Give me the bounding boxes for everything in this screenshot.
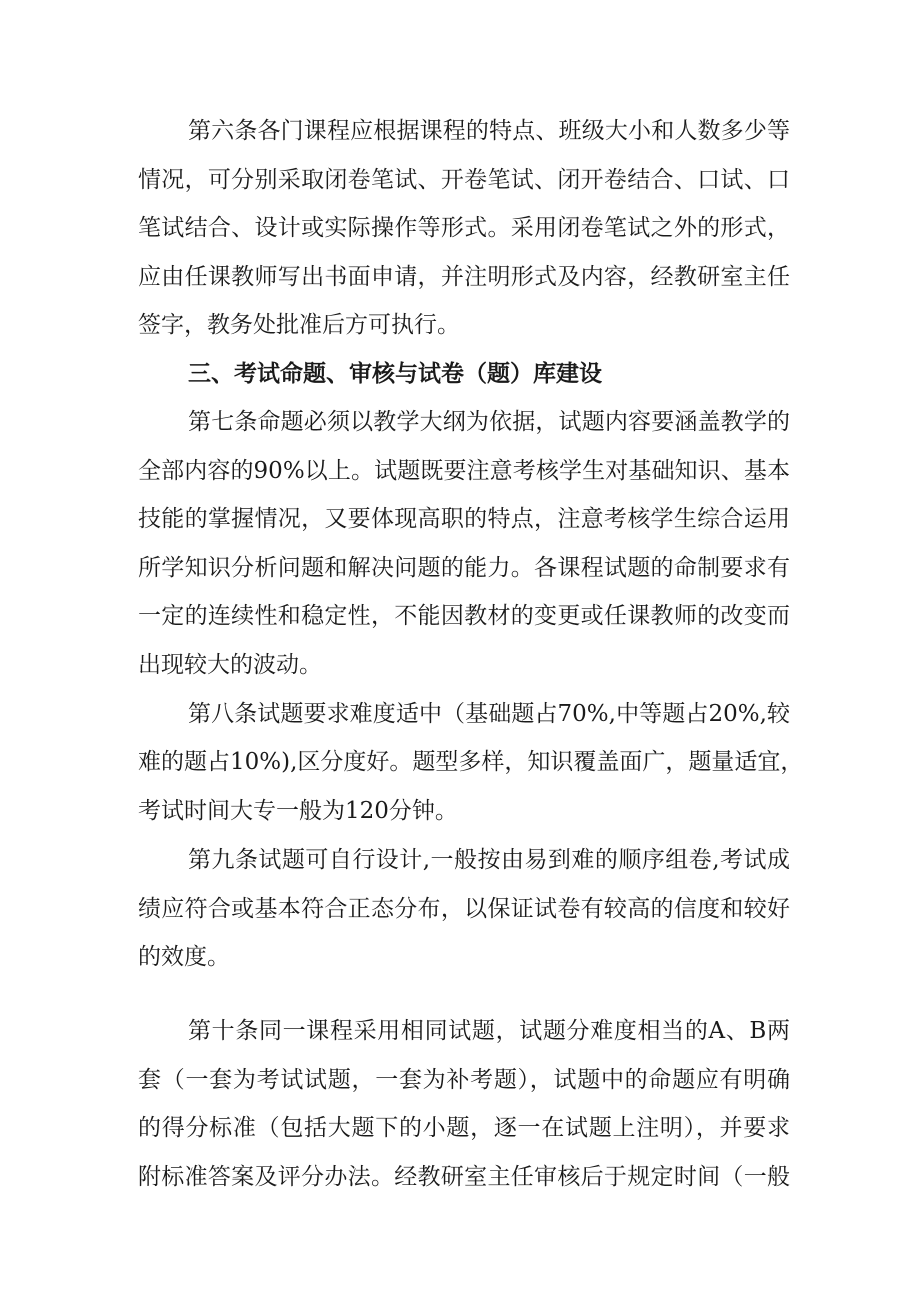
paragraph-10-line-4: 附标准答案及评分办法。经教研室主任审核后于规定时间（一般 [138,1164,790,1190]
paragraph-6-line-3: 笔试结合、设计或实际操作等形式。采用闭卷笔试之外的形式， [138,215,790,241]
paragraph-7-line-2: 全部内容的90%以上。试题既要注意考核学生对基础知识、基本 [138,458,790,484]
paragraph-10-line-2: 套（一套为考试试题，一套为补考题），试题中的命题应有明确 [138,1067,790,1093]
paragraph-8-line-2: 难的题占10%),区分度好。题型多样，知识覆盖面广，题量适宜， [138,749,804,775]
paragraph-7-line-4: 所学知识分析问题和解决问题的能力。各课程试题的命制要求有 [138,555,790,581]
paragraph-6-line-2: 情况，可分别采取闭卷笔试、开卷笔试、闭开卷结合、口试、口 [138,167,790,193]
section-heading: 三、考试命题、审核与试卷（题）库建设 [188,360,602,387]
paragraph-7-line-3: 技能的掌握情况，又要体现高职的特点，注意考核学生综合运用 [138,506,790,532]
paragraph-7-line-5: 一定的连续性和稳定性，不能因教材的变更或任课教师的改变而 [138,603,790,629]
paragraph-7-line-1: 第七条命题必须以教学大纲为依据，试题内容要涵盖教学的 [188,409,790,435]
paragraph-6-line-4: 应由任课教师写出书面申请，并注明形式及内容，经教研室主任 [138,264,790,290]
paragraph-9-line-2: 绩应符合或基本符合正态分布，以保证试卷有较高的信度和较好 [138,896,790,922]
paragraph-10-line-1: 第十条同一课程采用相同试题，试题分难度相当的A、B两 [188,1018,790,1044]
paragraph-8-line-1: 第八条试题要求难度适中（基础题占70%,中等题占20%,较 [188,701,790,727]
paragraph-7-line-6: 出现较大的波动。 [138,652,322,678]
paragraph-6-line-5: 签字，教务处批准后方可执行。 [138,312,460,338]
paragraph-6-line-1: 第六条各门课程应根据课程的特点、班级大小和人数多少等 [188,118,790,144]
paragraph-9-line-3: 的效度。 [138,944,230,970]
paragraph-8-line-3: 考试时间大专一般为120分钟。 [138,798,458,824]
paragraph-9-line-1: 第九条试题可自行设计,一般按由易到难的顺序组卷,考试成 [188,847,790,873]
paragraph-10-line-3: 的得分标准（包括大题下的小题，逐一在试题上注明），并要求 [138,1115,790,1141]
